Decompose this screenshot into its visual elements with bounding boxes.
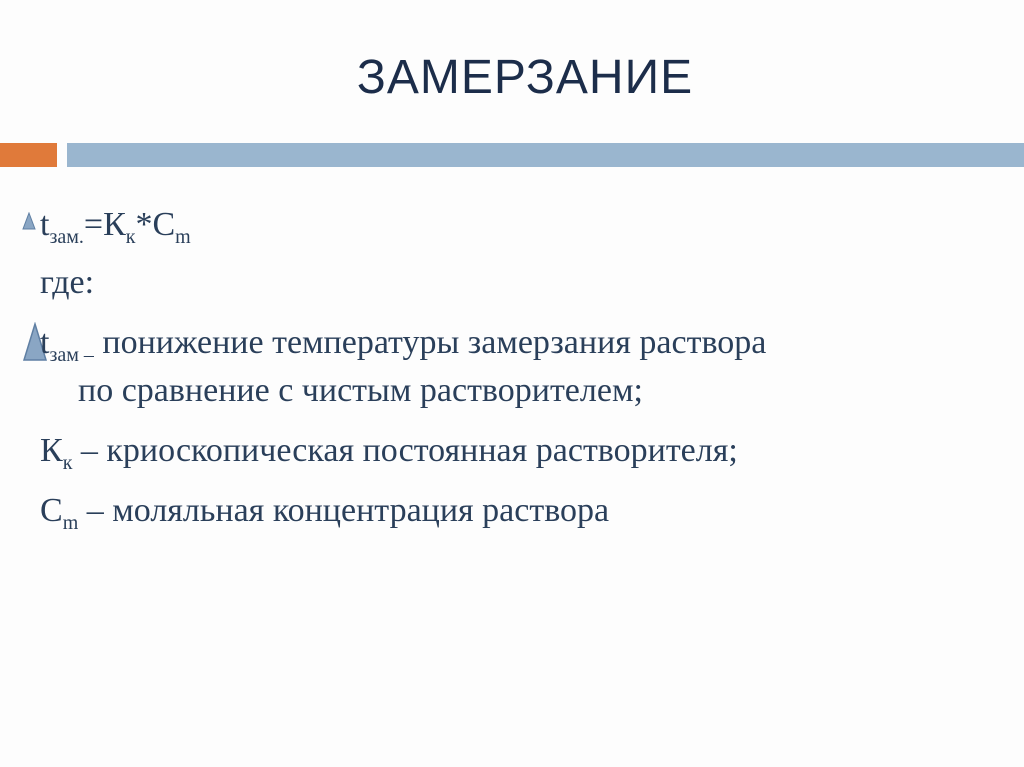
formula-eq-k: =К (83, 206, 126, 243)
formula-k-sub: к (125, 226, 136, 248)
def2-text: – криоскопическая постоянная растворителя; (72, 432, 738, 469)
formula-t: t (40, 206, 50, 243)
where-label: где: (40, 264, 95, 301)
def2-k-sub: к (62, 452, 73, 474)
def1-t: t (40, 324, 50, 361)
slide-title: ЗАМЕРЗАНИЕ (356, 51, 694, 104)
def3-c-sub: m (62, 512, 79, 534)
definition-t-line2: по сравнение с чистым растворителем; (78, 372, 643, 409)
formula-star-c: *C (135, 206, 176, 243)
formula-c-sub: m (175, 226, 191, 248)
def3-c: C (40, 492, 63, 529)
def1-t-sub: зам – (49, 344, 94, 366)
definition-k (40, 432, 738, 475)
definition-t-line1 (40, 324, 766, 367)
def2-k: К (40, 432, 63, 469)
formula-line (40, 206, 191, 249)
definition-c (40, 492, 609, 535)
formula-t-sub: зам. (49, 226, 84, 248)
def1-text-line1: понижение температуры замерзания раствора (93, 324, 767, 361)
def3-text: – моляльная концентрация раствора (78, 492, 610, 529)
delta-triangle-icon (22, 212, 36, 230)
